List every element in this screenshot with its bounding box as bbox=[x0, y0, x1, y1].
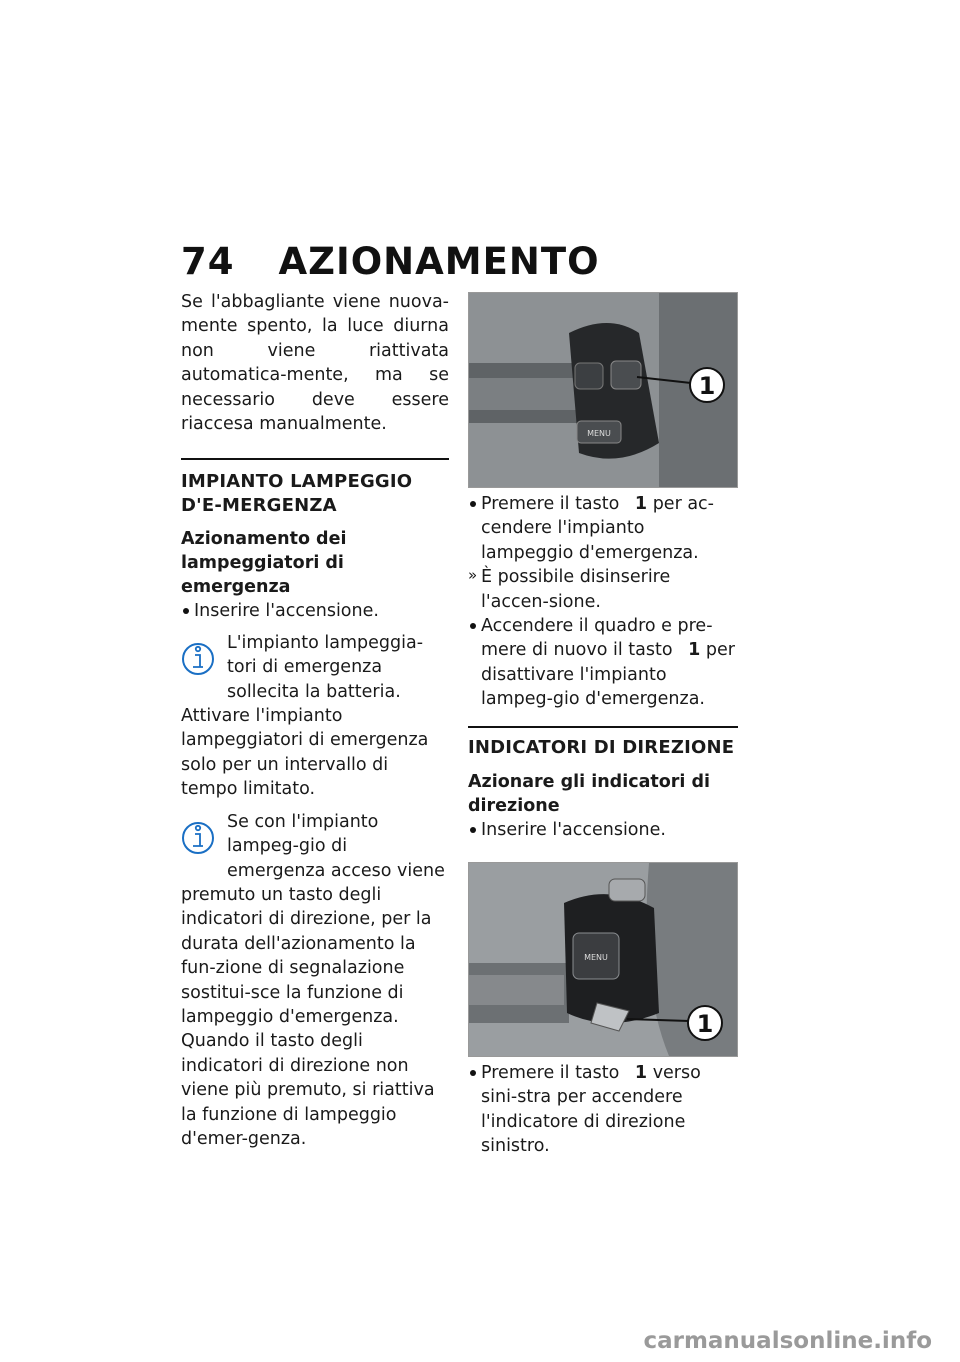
watermark: carmanualsonline.info bbox=[643, 1328, 932, 1354]
note-hazard-turn-text: Se con l'impianto lampeg-gio di emergenza acceso viene premuto un tasto degli indicatori di direzione, per la durata dell'azionamento la fun-zione di segnalazione sostitui-sce la funzione di lampeggio d'emergenza. Quando il tasto degli indicatori di direzione non viene più premuto, si riattiva la funzione di lampeggio d'emer-genza. bbox=[181, 811, 445, 1149]
intro-paragraph: Se l'abbagliante viene nuova-mente spento, la luce diurna non viene riattivata automatica-mente, ma se necessario deve essere riaccesa manualmente. bbox=[181, 292, 449, 435]
step-a-pre: Premere il tasto bbox=[481, 494, 620, 514]
section-heading-hazard: IMPIANTO LAMPEGGIO D'E-MERGENZA bbox=[181, 471, 413, 517]
step-c-text: Inserire l'accensione. bbox=[481, 819, 666, 840]
section-title: AZIONAMENTO bbox=[278, 240, 600, 283]
figure-hazard-switch bbox=[468, 292, 738, 488]
right-column bbox=[468, 292, 738, 1159]
step-ignition bbox=[181, 599, 449, 623]
step-b-pre: Accendere il quadro e pre-mere di nuovo il tasto bbox=[481, 616, 713, 661]
turn-switch-photo bbox=[469, 863, 737, 1056]
subheading-turn: Azionare gli indicatori di direzione bbox=[468, 771, 711, 816]
note-hazard-turn bbox=[181, 810, 449, 1152]
handlebar-switch-photo bbox=[469, 293, 737, 487]
subheading-hazard: Azionamento dei lampeggiatori di emergenza bbox=[181, 529, 347, 598]
step-ignition-text: Inserire l'accensione. bbox=[194, 601, 379, 622]
step-a-post: per ac-cendere l'impianto lampeggio d'emergenza. bbox=[481, 494, 714, 563]
step-press-hazard bbox=[468, 492, 738, 565]
left-column bbox=[181, 290, 449, 1151]
menu-label: MENU bbox=[584, 953, 608, 963]
step-d-post: verso sini-stra per accendere l'indicatore di direzione sinistro. bbox=[481, 1063, 701, 1157]
result-a-text: È possibile disinserire l'accen-sione. bbox=[481, 567, 671, 612]
info-icon bbox=[181, 814, 221, 860]
step-turn-left bbox=[468, 1061, 738, 1159]
figure-turn-switch bbox=[468, 862, 738, 1057]
page-number: 74 bbox=[181, 240, 235, 283]
step-d-pre: Premere il tasto bbox=[481, 1063, 620, 1084]
step-b-num: 1 bbox=[688, 640, 701, 661]
section-divider bbox=[181, 458, 449, 460]
note-battery-text: L'impianto lampeggia-tori di emergenza sollecita la batteria. Attivare l'impianto lampeggiatori di emergenza solo per un intervallo di tempo limitato. bbox=[181, 632, 429, 800]
callout-1: 1 bbox=[698, 372, 716, 400]
step-hazard-off bbox=[468, 614, 738, 712]
section-divider bbox=[468, 726, 738, 728]
page-header bbox=[181, 240, 600, 283]
info-icon bbox=[181, 635, 221, 681]
result-mark: » bbox=[468, 566, 478, 585]
menu-label: MENU bbox=[587, 429, 611, 438]
step-a-num: 1 bbox=[634, 494, 648, 514]
note-battery bbox=[181, 631, 449, 802]
result-ignition-off bbox=[468, 565, 738, 614]
callout-1: 1 bbox=[696, 1010, 714, 1039]
step-b-post: per disattivare l'impianto lampeg-gio d'emergenza. bbox=[481, 640, 735, 710]
step-d-num: 1 bbox=[634, 1063, 648, 1084]
step-ignition-turn bbox=[468, 818, 738, 842]
section-heading-turn: INDICATORI DI DIREZIONE bbox=[468, 736, 735, 758]
